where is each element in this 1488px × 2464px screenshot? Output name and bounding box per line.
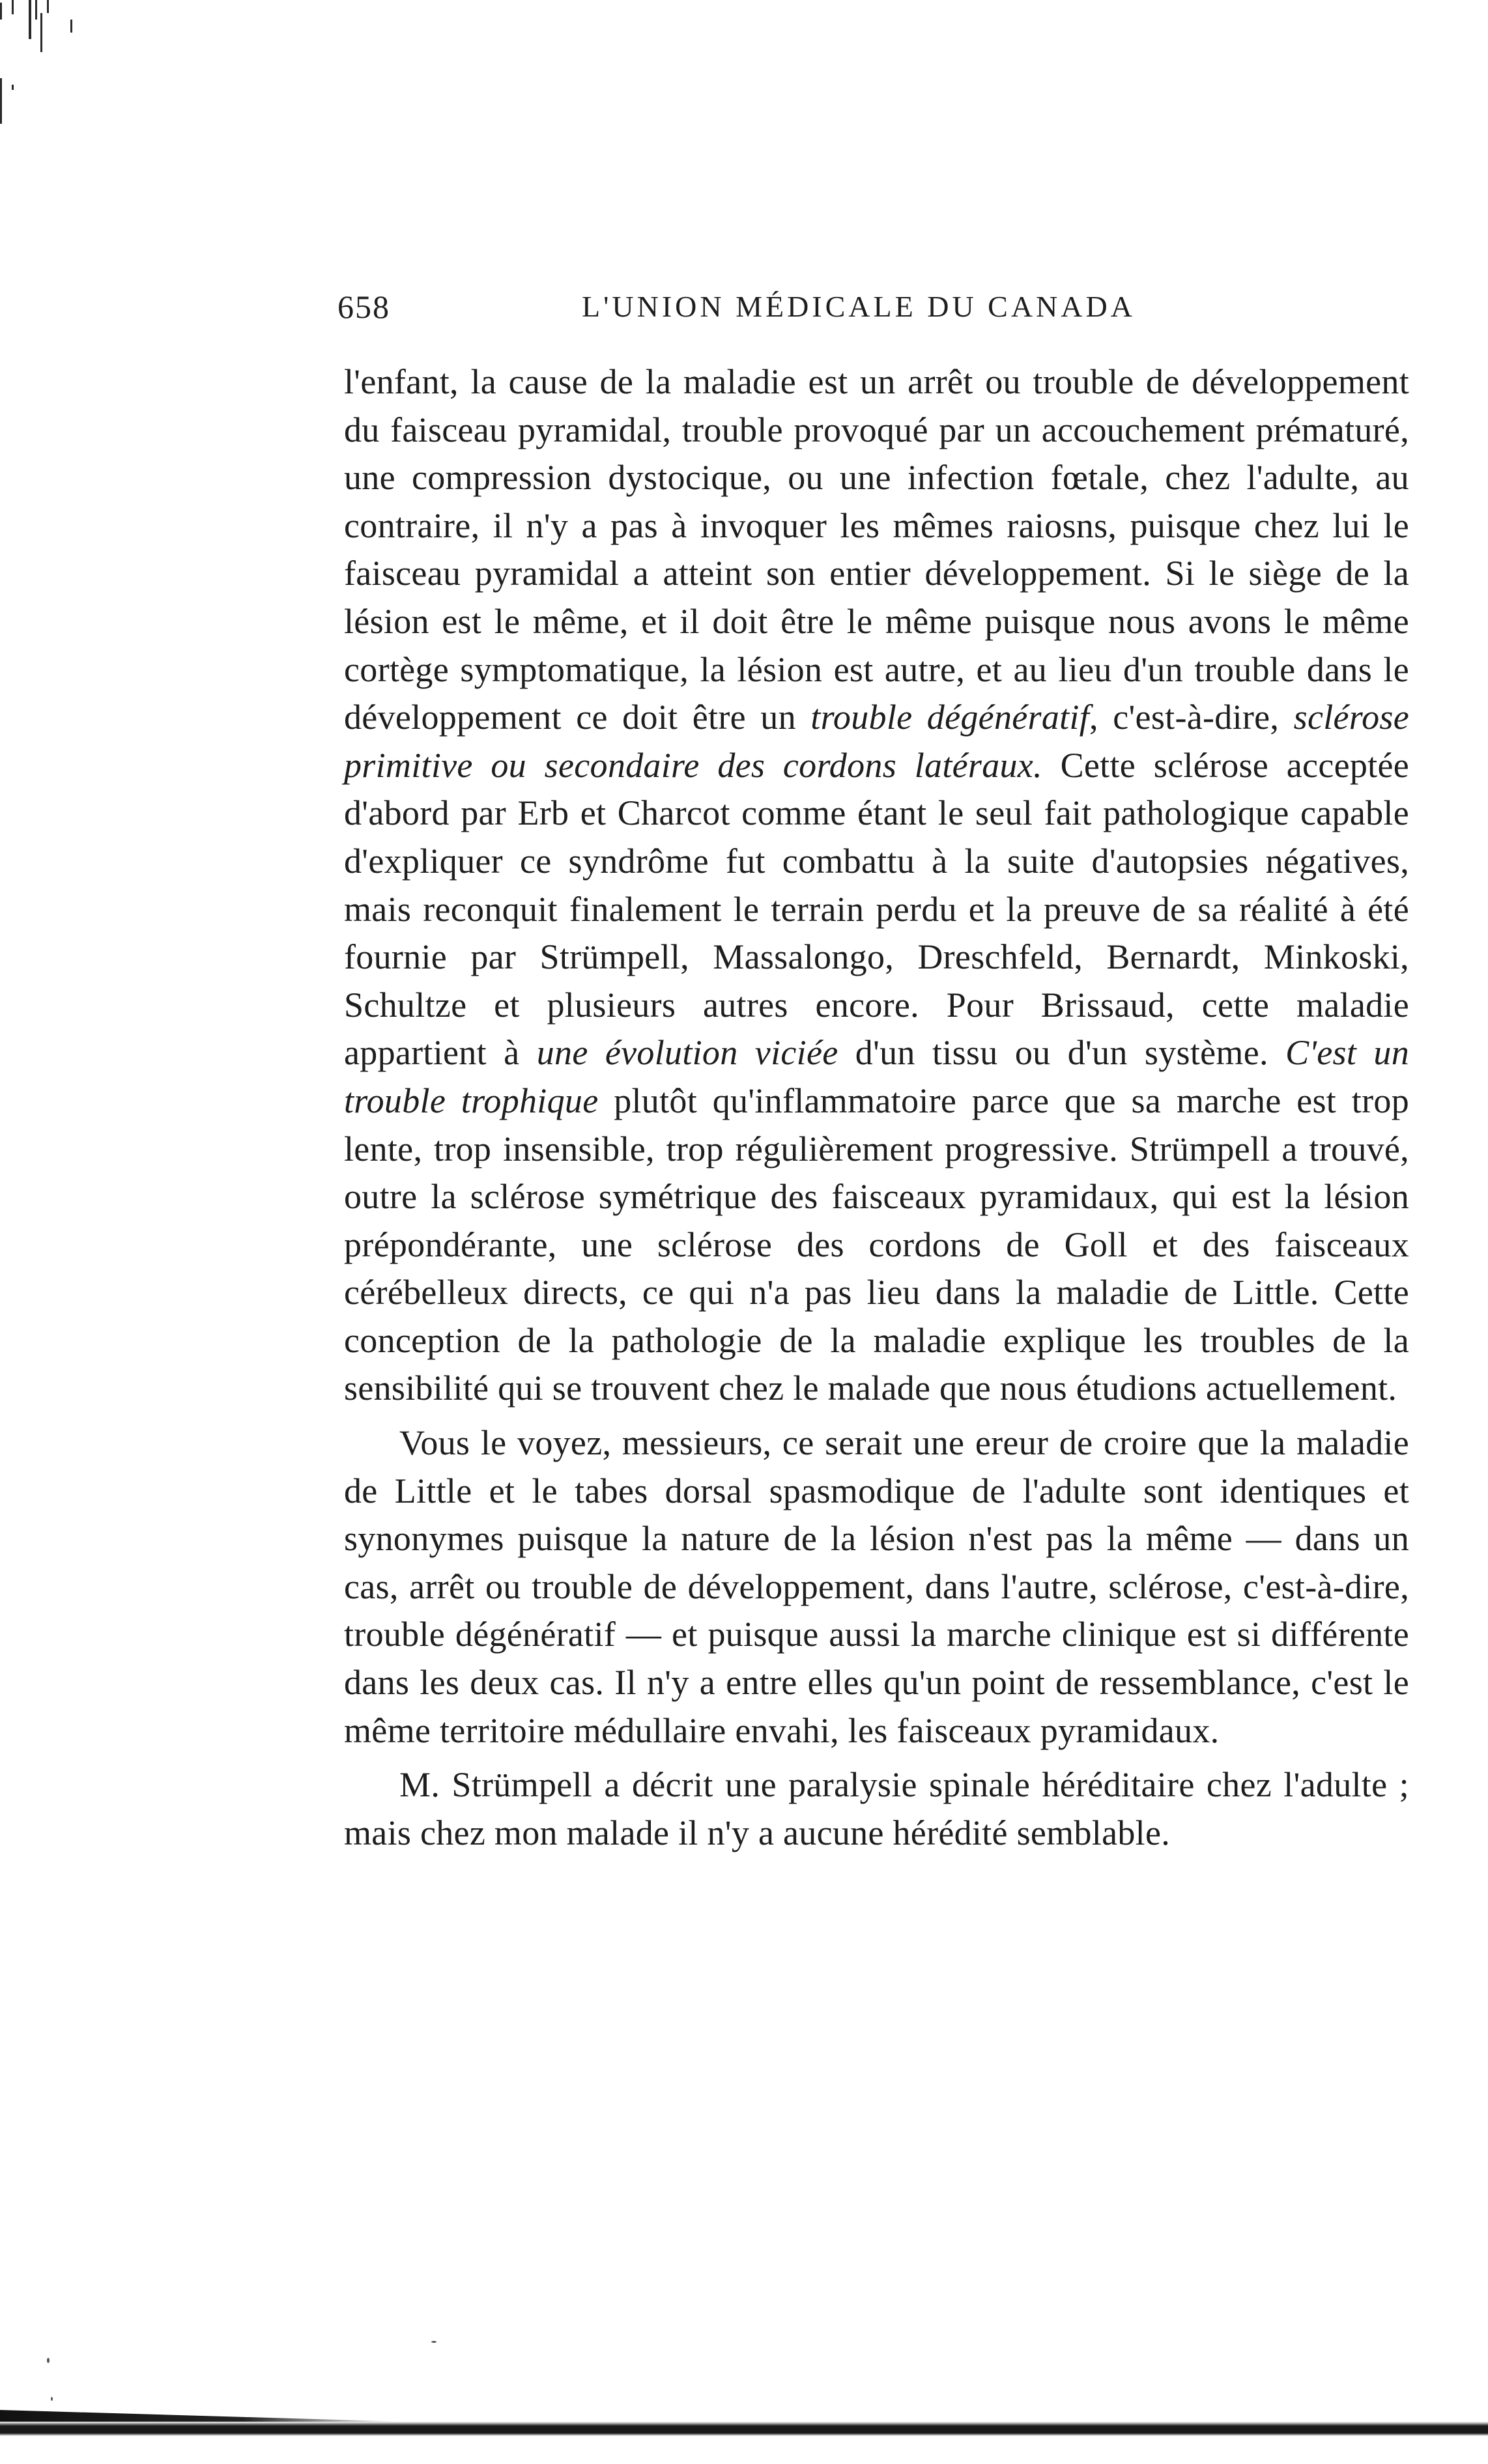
scan-artifact — [40, 13, 42, 52]
scan-edge-rule — [0, 2422, 1488, 2436]
scan-artifact — [12, 0, 14, 14]
scan-artifact — [35, 0, 37, 20]
paragraph — [344, 358, 1409, 1413]
scan-artifact — [70, 20, 72, 33]
journal-title: L'UNION MÉDICALE DU CANADA — [582, 290, 1136, 323]
running-head — [337, 284, 1409, 330]
text-run: Cette sclérose acceptée d'abord par Erb et Charcot comme étant le seul fait pathologique capable d'expliquer ce syndrôme fut combattu à la suite d'autopsies négatives, mais reconquit finalement le terrain perdu et la preuve de sa réalité à été fournie par Strümpell, Massalongo, Dreschfeld, Bernardt, Minkoski, Schultze et plusieurs autres encore. Pour Brissaud, cette maladie appartient à — [344, 745, 1409, 1073]
italic-text-run: sclérose primitive ou secondaire des cordons latéraux. — [344, 698, 1409, 785]
scan-speck — [51, 2397, 53, 2401]
scan-speck — [47, 2358, 50, 2363]
text-run: , c'est-à-dire, — [1089, 698, 1294, 737]
body-text — [344, 358, 1409, 1857]
text-run: Vous le voyez, messieurs, ce serait une ereur de croire que la maladie de Little et le tabes dorsal spasmodique de l'adulte sont identiques et synonymes puisque la nature de la lésion n'est pas la même — dans un cas, arrêt ou trouble de développement, dans l'autre, sclérose, c'est-à-dire, trouble dégénératif — et puisque aussi la marche clinique est si différente dans les deux cas. Il n'y a entre elles qu'un point de ressemblance, c'est le même territoire médullaire envahi, les faisceaux pyramidaux. — [344, 1423, 1409, 1750]
page-number: 658 — [337, 289, 390, 325]
scan-artifact — [47, 0, 49, 13]
text-run: M. Strümpell a décrit une paralysie spinale héréditaire chez l'adulte ; mais chez mon malade il n'y a aucune hérédité semblable. — [344, 1765, 1409, 1852]
paragraph — [344, 1761, 1409, 1857]
text-run: d'un tissu ou d'un système. — [838, 1033, 1286, 1073]
italic-text-run: C'est un trouble trophique — [344, 1033, 1409, 1120]
italic-text-run: une évolution viciée — [536, 1033, 838, 1073]
scan-artifact — [29, 0, 31, 39]
text-run: plutôt qu'inflammatoire parce que sa marche est trop lente, trop insensible, trop régulièrement progressive. Strümpell a trouvé, outre la sclérose symétrique des faisceaux pyramidaux, qui est la lésion prépondérante, une sclérose des cordons de Goll et des faisceaux cérébelleux directs, ce qui n'a pas lieu dans la maladie de Little. Cette conception de la pathologie de la maladie explique les troubles de la sensibilité qui se trouvent chez le malade que nous étudions actuellement. — [344, 1081, 1409, 1408]
italic-text-run: trouble dégénératif — [810, 698, 1090, 737]
scan-artifact — [12, 85, 14, 90]
text-run: l'enfant, la cause de la maladie est un arrêt ou trouble de développement du faisceau pyramidal, trouble provoqué par un accouchement prématuré, une compression dystocique, ou une infection fœtale, chez l'adulte, au contraire, il n'y a pas à invoquer les mêmes raiosns, puisque chez lui le faisceau pyramidal a atteint son entier développement. Si le siège de la lésion est le même, et il doit être le même puisque nous avons le même cortège symptomatique, la lésion est autre, et au lieu d'un trouble dans le développement ce doit être un — [344, 362, 1409, 737]
scan-artifact — [0, 78, 2, 124]
scan-speck — [431, 2341, 436, 2343]
scan-artifact — [0, 3, 2, 20]
paragraph — [344, 1419, 1409, 1755]
